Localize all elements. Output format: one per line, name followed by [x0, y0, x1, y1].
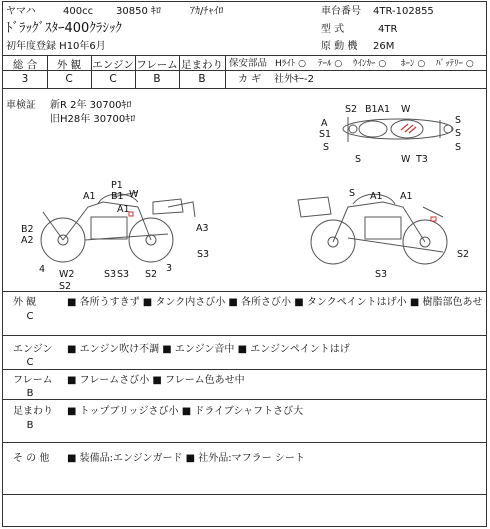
diag-left-3: 3: [166, 263, 173, 274]
diag-left-a1-2: A1: [117, 204, 130, 215]
section-frame-grade: B: [26, 388, 34, 399]
part-winker: ｳｲﾝｶｰ ○: [353, 59, 387, 69]
grade-header-exterior: 外 観: [56, 59, 82, 71]
grade-overall: 3: [21, 73, 29, 85]
type-label: 型 式: [321, 24, 345, 35]
displacement: 400cc: [63, 6, 94, 17]
section-exterior-label: 外 観: [13, 297, 37, 308]
section-suspension-grade: B: [26, 420, 34, 431]
diag-top-t3: T3: [416, 154, 428, 165]
diag-left-s2-bottom: S2: [59, 281, 72, 292]
grade-frame: B: [153, 73, 161, 85]
diag-top-a: A: [321, 118, 328, 129]
inspection-sheet: [2, 1, 487, 527]
part-horn: ﾎｰﾝ ○: [401, 59, 426, 69]
section-exterior-notes: ■ 各所うすきず ■ タンク内さび小 ■ 各所さび小 ■ タンクペイントはげ小 ■ 樹脂部色あせ: [67, 297, 483, 308]
diag-right-s2: S2: [457, 249, 470, 260]
engine-value: 26M: [373, 41, 395, 52]
diag-top-w-bottom: W: [401, 154, 411, 165]
grade-header-frame: フレーム: [136, 59, 178, 71]
diag-top-s-bottom: S: [355, 154, 362, 165]
color: ｱｶ/ﾁｬｲﾛ: [190, 6, 224, 17]
mileage: 30850 ｷﾛ: [116, 6, 161, 17]
diag-left-p1: P1: [111, 180, 123, 191]
section-suspension-notes: ■ トップブリッジさび小 ■ ドライブシャフトさび大: [67, 406, 304, 417]
section-suspension-label: 足まわり: [13, 406, 53, 417]
section-engine-grade: C: [26, 357, 34, 368]
diag-right-s3: S3: [375, 269, 388, 280]
grade-header-engine: エンジン: [92, 59, 134, 71]
section-engine-notes: ■ エンジン吹け不調 ■ エンジン音中 ■ エンジンペイントはげ: [67, 344, 350, 355]
first-registration: 初年度登録 H10年6月: [6, 41, 106, 52]
diag-top-s-left: S: [323, 142, 330, 153]
inspection-old: 旧H28年 30700ｷﾛ: [50, 114, 136, 125]
inspection-label: 車検証: [6, 100, 36, 111]
section-frame-label: フレーム: [13, 375, 53, 386]
part-battery: ﾊﾞｯﾃﾘｰ ○: [436, 59, 474, 69]
diag-top-s-r2: S: [455, 128, 462, 139]
bike-right-side-icon: [298, 194, 447, 264]
diag-top-s-r3: S: [455, 142, 462, 153]
maker: ヤマハ: [6, 6, 36, 17]
diag-left-w2: W2: [59, 269, 75, 280]
diag-left-b1: B1: [111, 191, 124, 202]
diag-top-s1: S1: [319, 129, 332, 140]
diag-right-a1: A1: [370, 191, 383, 202]
grade-engine: C: [109, 73, 117, 85]
diag-top-b1a1: B1A1: [365, 104, 391, 115]
damage-diagrams: [3, 2, 488, 292]
diag-left-a1: A1: [83, 191, 96, 202]
section-exterior-grade: C: [26, 311, 34, 322]
bike-top-view-icon: [343, 117, 453, 142]
grade-exterior: C: [65, 73, 73, 85]
diag-top-s-r1: S: [455, 115, 462, 126]
safety-parts-label: 保安部品: [229, 58, 268, 69]
damage-marks-icon: [401, 124, 416, 133]
frame-number-label: 車台番号: [321, 6, 361, 17]
part-headlight: Hﾗｲﾄ ○: [275, 59, 306, 69]
grade-header-suspension: 足まわり: [181, 59, 223, 71]
section-other-notes: ■ 装備品:エンジンガード ■ 社外品:マフラー シート: [67, 453, 305, 464]
type-value: 4TR: [378, 24, 398, 35]
frame-number: 4TR-102855: [373, 6, 434, 17]
diag-left-4: 4: [39, 264, 46, 275]
diag-top-w: W: [401, 104, 411, 115]
engine-label: 原 動 機: [321, 41, 358, 52]
diag-left-s3: S3: [197, 249, 210, 260]
diag-left-s2: S2: [145, 269, 158, 280]
diag-top-s2: S2: [345, 104, 358, 115]
diag-right-a1-2: A1: [400, 191, 413, 202]
diag-right-s: S: [349, 188, 356, 199]
section-other-label: そ の 他: [13, 453, 50, 464]
model-name: ﾄﾞﾗｯｸﾞｽﾀｰ400ｸﾗｼｯｸ: [6, 21, 122, 36]
section-frame-notes: ■ フレームさび小 ■ フレーム色あせ中: [67, 375, 245, 386]
diag-left-a2: A2: [21, 235, 34, 246]
diag-left-s3-b: S3: [117, 269, 130, 280]
grade-suspension: B: [198, 73, 206, 85]
diag-left-w: W: [129, 189, 139, 200]
key-label: カ ギ: [238, 74, 262, 85]
bike-left-side-icon: [41, 192, 195, 262]
grade-header-overall: 総 合: [12, 59, 38, 71]
diag-left-a3: A3: [196, 223, 209, 234]
part-taillight: ﾃｰﾙ ○: [318, 59, 343, 69]
diag-left-s3-a: S3: [104, 269, 117, 280]
diag-left-b2: B2: [21, 224, 34, 235]
section-engine-label: エンジン: [13, 344, 53, 355]
key-value: 社外ｷｰ-2: [274, 74, 314, 85]
inspection-new: 新R 2年 30700ｷﾛ: [50, 100, 132, 111]
